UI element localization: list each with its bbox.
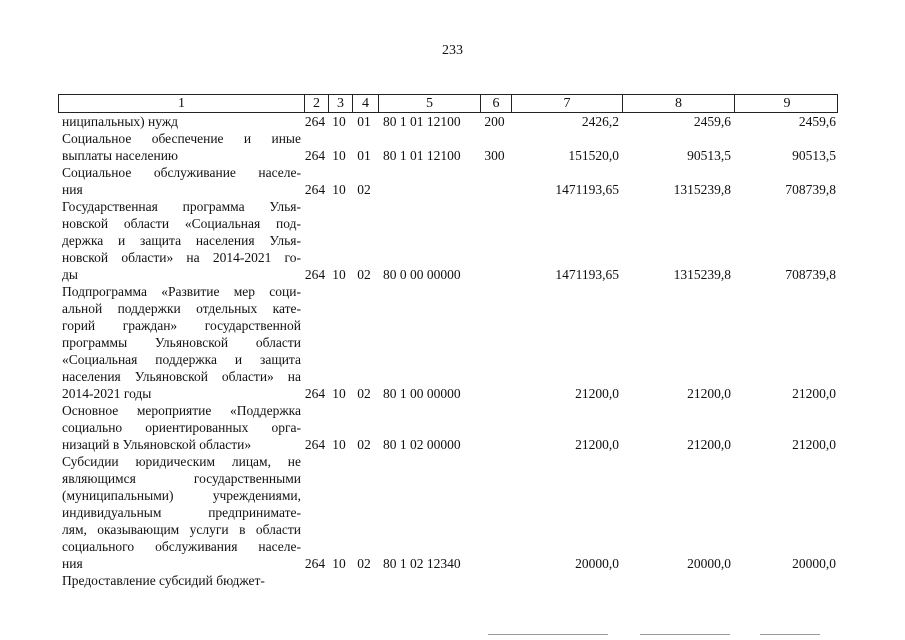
col-amount-1: 1471193,65 [555, 267, 619, 282]
description-line: Субсидии юридическим лицам, не [62, 454, 301, 469]
description-line: низаций в Ульяновской области» [62, 437, 252, 452]
row-description [58, 130, 303, 164]
header-col-1: 1 [178, 96, 185, 111]
col-amount-2: 2459,6 [693, 114, 731, 129]
header-col-8: 8 [622, 95, 734, 112]
col-amount-3: 21200,0 [792, 437, 836, 452]
col-target-article: 80 1 00 00000 [383, 386, 461, 401]
description-line: новской области» на 2014-2021 го- [62, 250, 301, 265]
description-line: новской области «Социальная под- [62, 216, 301, 231]
table-row [58, 130, 838, 164]
description-line: лям, оказывающим услуги в области [62, 522, 301, 537]
col-amount-3: 708739,8 [785, 182, 836, 197]
description-line: ды [62, 267, 78, 282]
description-line: горий граждан» государственной [62, 318, 301, 333]
col-podrazdel: 02 [357, 182, 371, 197]
col-podrazdel: 02 [357, 437, 371, 452]
description-line: альной поддержки отдельных кате- [62, 301, 301, 316]
col-amount-2: 1315239,8 [673, 182, 731, 197]
col-razdel: 10 [332, 182, 346, 197]
col-amount-3: 708739,8 [785, 267, 836, 282]
page-number: 233 [442, 43, 463, 58]
col-razdel: 10 [332, 437, 346, 452]
description-line: социального обслуживания населе- [62, 539, 301, 554]
description-line: являющимся государственными [62, 471, 301, 486]
header-col-9: 9 [734, 95, 839, 112]
header-col-6: 6 [480, 95, 511, 112]
col-amount-3: 20000,0 [792, 556, 836, 571]
col-amount-1: 151520,0 [568, 148, 619, 163]
row-description [58, 402, 303, 453]
scan-artifact-line [760, 634, 820, 635]
col-target-article: 80 1 02 00000 [383, 437, 461, 452]
col-razdel: 10 [332, 386, 346, 401]
description-line: Подпрограмма «Развитие мер соци- [62, 284, 301, 299]
description-line: держка и защита населения Улья- [62, 233, 301, 248]
col-glava: 264 [304, 386, 326, 401]
col-target-article: 80 1 02 12340 [383, 556, 461, 571]
col-amount-2: 21200,0 [687, 437, 731, 452]
col-amount-3: 90513,5 [792, 148, 836, 163]
description-line: программы Ульяновской области [62, 335, 301, 350]
description-line: ния [62, 182, 83, 197]
table-row [58, 453, 838, 572]
table-row [58, 164, 838, 198]
col-podrazdel: 01 [357, 148, 371, 163]
col-amount-2: 20000,0 [687, 556, 731, 571]
description-line: ния [62, 556, 83, 571]
header-col-3: 3 [328, 95, 352, 112]
description-line: (муниципальными) учреждениями, [62, 488, 301, 503]
col-razdel: 10 [332, 148, 346, 163]
col-glava: 264 [304, 556, 326, 571]
budget-table [58, 94, 838, 589]
col-razdel: 10 [332, 556, 346, 571]
scan-artifact-line [640, 634, 730, 635]
col-glava: 264 [304, 182, 326, 197]
row-description [58, 113, 303, 130]
col-amount-2: 1315239,8 [673, 267, 731, 282]
col-target-article: 80 0 00 00000 [383, 267, 461, 282]
col-amount-1: 21200,0 [575, 437, 619, 452]
col-podrazdel: 02 [357, 267, 371, 282]
col-podrazdel: 02 [357, 556, 371, 571]
col-amount-3: 21200,0 [792, 386, 836, 401]
description-line: ниципальных) нужд [62, 114, 179, 129]
col-amount-3: 2459,6 [798, 114, 836, 129]
col-amount-1: 2426,2 [581, 114, 619, 129]
description-line: Социальное обслуживание населе- [62, 165, 301, 180]
description-line: Государственная программа Улья- [62, 199, 301, 214]
col-expense-type: 200 [484, 114, 505, 129]
description-line: Основное мероприятие «Поддержка [62, 403, 301, 418]
col-razdel: 10 [332, 267, 346, 282]
col-glava: 264 [304, 114, 326, 129]
description-line: 2014-2021 годы [62, 386, 152, 401]
col-expense-type: 300 [484, 148, 505, 163]
row-description [58, 198, 303, 283]
col-glava: 264 [304, 148, 326, 163]
table-header [58, 94, 838, 113]
row-description [58, 572, 303, 589]
description-line: Предоставление субсидий бюджет- [62, 573, 265, 588]
col-amount-2: 21200,0 [687, 386, 731, 401]
description-line: «Социальная поддержка и защита [62, 352, 301, 367]
col-target-article: 80 1 01 12100 [383, 114, 461, 129]
col-amount-1: 21200,0 [575, 386, 619, 401]
table-row [58, 572, 838, 589]
description-line: Социальное обеспечение и иные [62, 131, 301, 146]
row-description [58, 283, 303, 402]
description-line: населения Ульяновской области» на [62, 369, 301, 384]
scan-artifact-line [488, 634, 608, 635]
col-podrazdel: 01 [357, 114, 371, 129]
col-glava: 264 [304, 437, 326, 452]
col-target-article: 80 1 01 12100 [383, 148, 461, 163]
description-line: социально ориентированных орга- [62, 420, 301, 435]
header-col-7: 7 [511, 95, 622, 112]
table-body [58, 113, 838, 589]
col-podrazdel: 02 [357, 386, 371, 401]
description-line: выплаты населению [62, 148, 179, 163]
description-line: индивидуальным предпринимате- [62, 505, 301, 520]
col-razdel: 10 [332, 114, 346, 129]
header-col-2: 2 [304, 95, 328, 112]
table-row [58, 113, 838, 130]
table-row [58, 198, 838, 283]
table-row [58, 283, 838, 402]
col-amount-1: 1471193,65 [555, 182, 619, 197]
col-glava: 264 [304, 267, 326, 282]
header-col-4: 4 [352, 95, 378, 112]
table-row [58, 402, 838, 453]
row-description [58, 164, 303, 198]
col-amount-1: 20000,0 [575, 556, 619, 571]
row-description [58, 453, 303, 572]
col-amount-2: 90513,5 [687, 148, 731, 163]
header-col-5: 5 [378, 95, 480, 112]
